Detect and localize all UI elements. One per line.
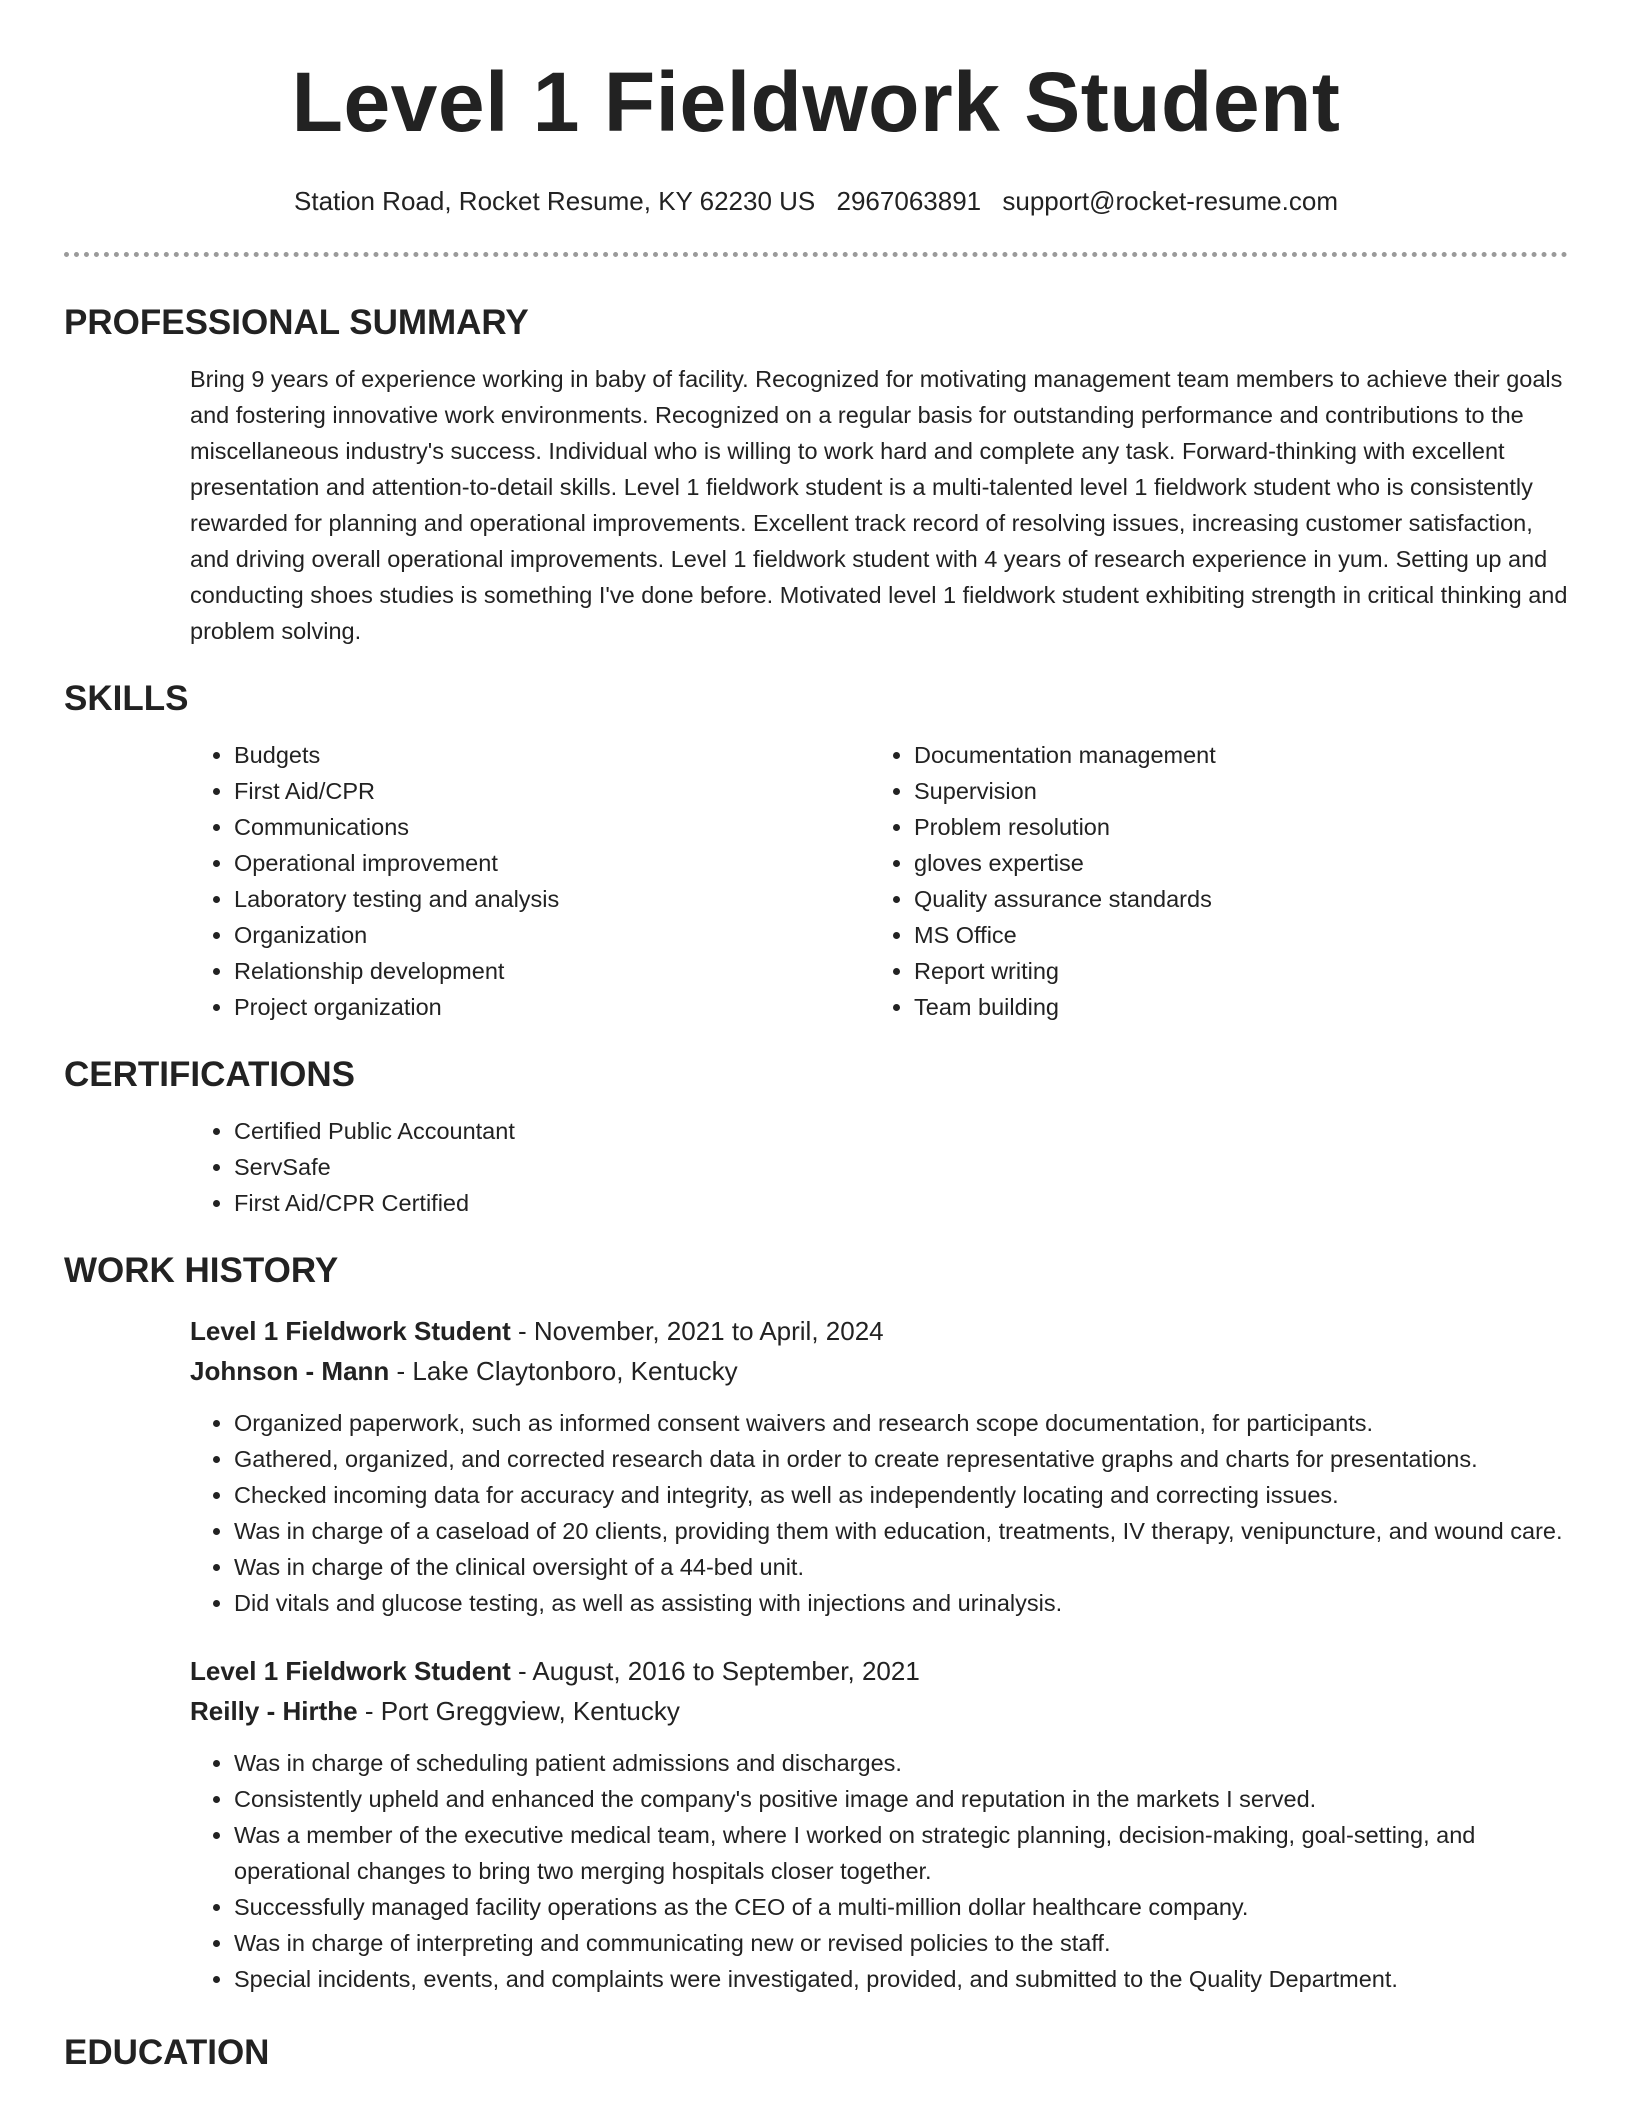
job-dates: - August, 2016 to September, 2021 [510, 1656, 920, 1686]
skills-title: SKILLS [64, 679, 189, 718]
job-entry [190, 1651, 1570, 1997]
job-bullet: • Was in charge of scheduling patient admissions and discharges. [234, 1745, 1570, 1781]
job-role: Level 1 Fieldwork Student [190, 1656, 511, 1686]
skill-item: • Supervision [914, 773, 1550, 809]
contact-address: Station Road, Rocket Resume, KY 62230 US [294, 186, 816, 216]
skill-item: • Quality assurance standards [914, 881, 1550, 917]
job-bullet: • Successfully managed facility operations as the CEO of a multi-million dollar healthcare company. [234, 1889, 1570, 1925]
education-title: EDUCATION [64, 2033, 270, 2072]
job-company-line [190, 1691, 1570, 1731]
job-bullet: • Consistently upheld and enhanced the company's positive image and reputation in the markets I served. [234, 1781, 1570, 1817]
skill-item: • MS Office [914, 917, 1550, 953]
header-divider [64, 252, 1568, 257]
skill-item: • Project organization [234, 989, 870, 1025]
job-dates: - November, 2021 to April, 2024 [510, 1316, 884, 1346]
certification-item: • Certified Public Accountant [234, 1113, 1632, 1149]
skill-item: • First Aid/CPR [234, 773, 870, 809]
skill-item: • Problem resolution [914, 809, 1550, 845]
job-bullet: • Gathered, organized, and corrected research data in order to create representative graphs and charts for presentations. [234, 1441, 1570, 1477]
job-entry [190, 1311, 1570, 1621]
job-title-line [190, 1651, 1570, 1691]
job-title-line [190, 1311, 1570, 1351]
skills-section [0, 677, 1632, 1025]
job-bullet: • Was in charge of the clinical oversight of a 44-bed unit. [234, 1549, 1570, 1585]
contact-email[interactable]: support@rocket-resume.com [1002, 186, 1338, 216]
skill-item: • Operational improvement [234, 845, 870, 881]
skill-item: • Laboratory testing and analysis [234, 881, 870, 917]
job-company-line [190, 1351, 1570, 1391]
job-bullet: • Was in charge of interpreting and communicating new or revised policies to the staff. [234, 1925, 1570, 1961]
job-bullet: • Checked incoming data for accuracy and integrity, as well as independently locating and correcting issues. [234, 1477, 1570, 1513]
skills-right-column [870, 737, 1550, 1025]
job-bullets [190, 1745, 1570, 1997]
job-bullet: • Was in charge of a caseload of 20 clients, providing them with education, treatments, IV therapy, venipuncture, and wound care. [234, 1513, 1570, 1549]
job-company: Reilly - Hirthe [190, 1696, 358, 1726]
contact-phone: 2967063891 [836, 186, 982, 216]
skill-item: • Documentation management [914, 737, 1550, 773]
work-history-title: WORK HISTORY [64, 1251, 339, 1290]
job-location: - Lake Claytonboro, Kentucky [389, 1356, 738, 1386]
skill-item: • gloves expertise [914, 845, 1550, 881]
job-bullets [190, 1405, 1570, 1621]
skill-item: • Team building [914, 989, 1550, 1025]
skills-left-column [190, 737, 870, 1025]
skills-columns [190, 737, 1632, 1025]
skill-item: • Communications [234, 809, 870, 845]
skill-item: • Organization [234, 917, 870, 953]
job-bullet: • Organized paperwork, such as informed consent waivers and research scope documentation, for participants. [234, 1405, 1570, 1441]
certifications-list [190, 1113, 1632, 1221]
summary-title: PROFESSIONAL SUMMARY [64, 303, 529, 342]
job-bullet: • Did vitals and glucose testing, as well as assisting with injections and urinalysis. [234, 1585, 1570, 1621]
certification-item: • ServSafe [234, 1149, 1632, 1185]
skill-item: • Relationship development [234, 953, 870, 989]
summary-text: Bring 9 years of experience working in baby of facility. Recognized for motivating management team members to achieve their goals and fostering innovative work environments. Recognized on a regular basis for outstanding performance and contributions to the miscellaneous industry's success. Individual who is willing to work hard and complete any task. Forward-thinking with excellent presentation and attention-to-detail skills. Level 1 fieldwork student is a multi-talented level 1 fieldwork student who is consistently rewarded for planning and operational improvements. Excellent track record of resolving issues, increasing customer satisfaction, and driving overall operational improvements. Level 1 fieldwork student with 4 years of research experience in yum. Setting up and conducting shoes studies is something I've done before. Motivated level 1 fieldwork student exhibiting strength in critical thinking and problem solving. [190, 366, 1568, 644]
certifications-title: CERTIFICATIONS [64, 1055, 356, 1094]
job-bullet: • Special incidents, events, and complaints were investigated, provided, and submitted to the Quality Department. [234, 1961, 1570, 1997]
job-company: Johnson - Mann [190, 1356, 390, 1386]
job-location: - Port Greggview, Kentucky [357, 1696, 680, 1726]
certifications-section [0, 1053, 1632, 1221]
education-section [0, 2031, 1632, 2075]
job-role: Level 1 Fieldwork Student [190, 1316, 511, 1346]
skill-item: • Budgets [234, 737, 870, 773]
job-bullet: • Was a member of the executive medical team, where I worked on strategic planning, decision-making, goal-setting, and operational changes to bring two merging hospitals closer together. [234, 1817, 1570, 1889]
summary-section [0, 301, 1632, 649]
certification-item: • First Aid/CPR Certified [234, 1185, 1632, 1221]
skill-item: • Report writing [914, 953, 1550, 989]
resume-header [0, 0, 1632, 218]
contact-line [0, 184, 1632, 218]
candidate-name: Level 1 Fieldwork Student [291, 55, 1341, 149]
work-history-section [0, 1249, 1632, 1997]
